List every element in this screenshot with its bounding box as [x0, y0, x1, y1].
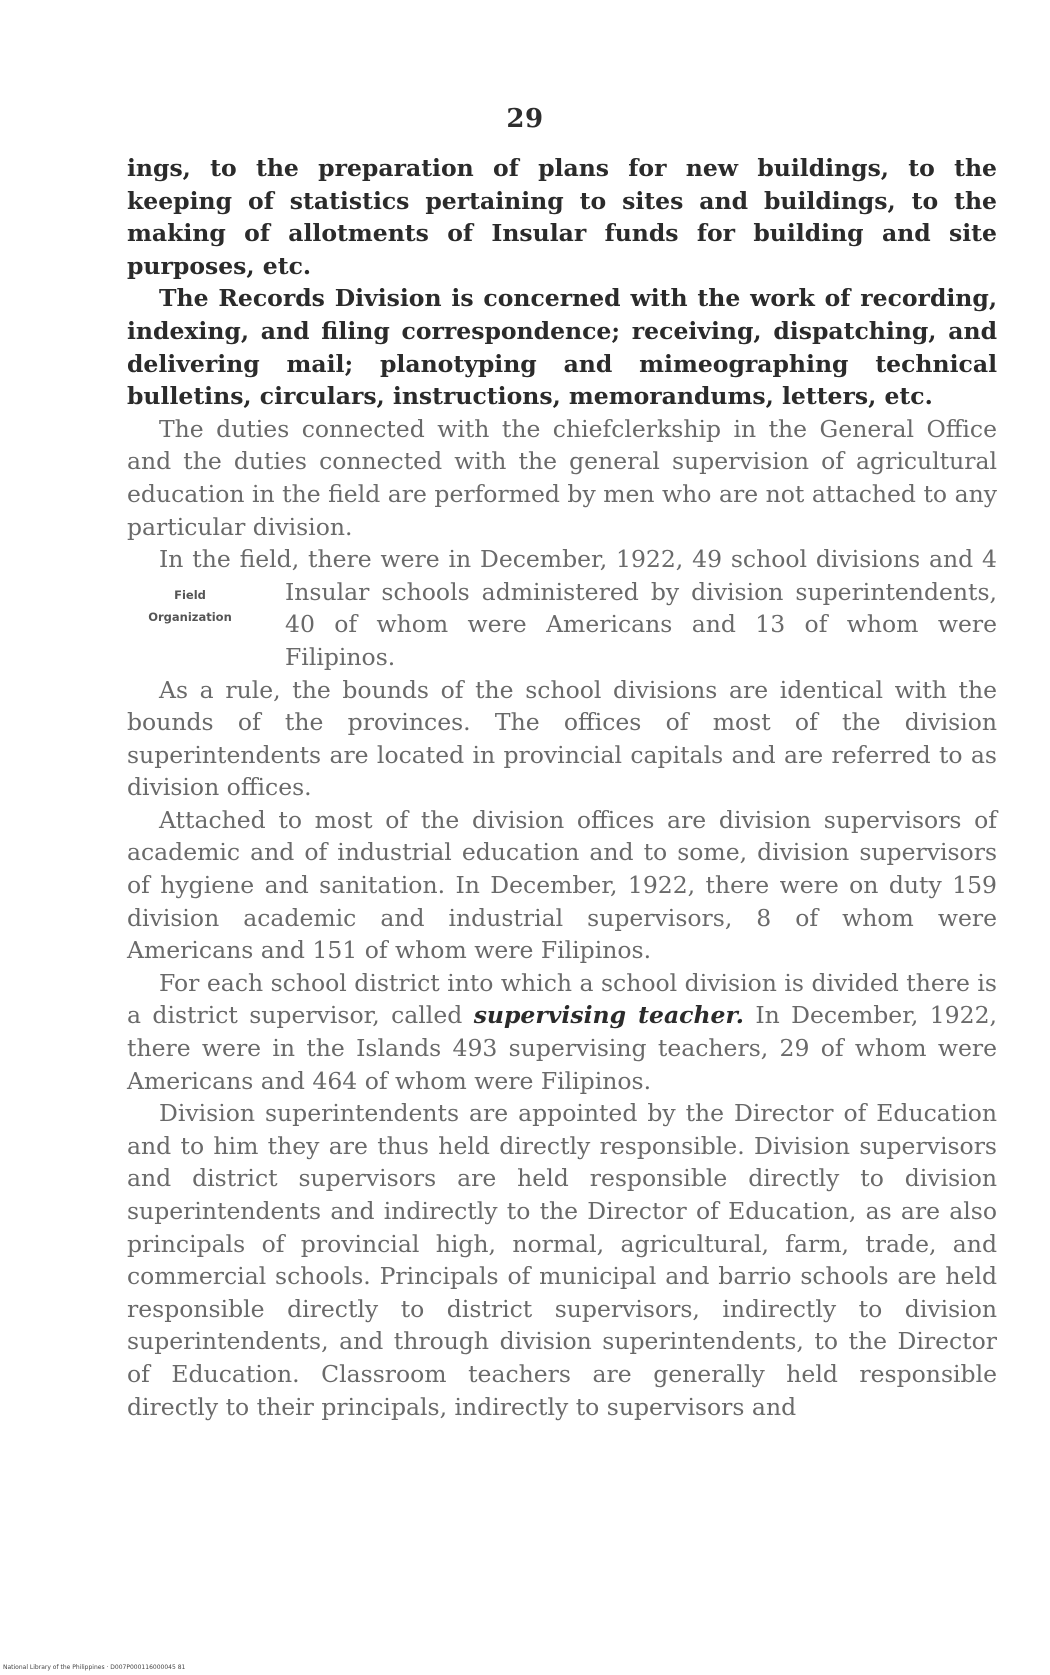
paragraph-supervising-teachers [127, 967, 997, 1097]
scan-footer: National Library of the Philippines · D007P000116000045 81 [3, 1664, 186, 1671]
paragraph-field-organization [127, 543, 997, 673]
paragraph-chiefclerkship: The duties connected with the chiefclerkship in the General Office and the duties connected with the general supervision of agricultural education in the field are performed by men who are not attached to any particular division. [127, 414, 997, 541]
field-organization-rest: and 4 Insular schools administered by division superintendents, 40 of whom were Americans and 13 of whom were Filipinos. [285, 545, 997, 671]
supervising-teacher-term: supervising teacher. [473, 1001, 744, 1030]
paragraph-buildings-continuation: ings, to the preparation of plans for new buildings, to the keeping of statistics pertaining to sites and buildings, to the making of allotments of Insular funds for building and site purposes, etc. [127, 154, 997, 280]
paragraph-records-division: The Records Division is concerned with the work of recording, indexing, and filing correspondence; receiving, dispatching, and delivering mail; planotyping and mimeographing technical bulletins, circulars, instructions, memorandums, letters, etc. [127, 284, 997, 411]
paragraph-division-supervisors: Attached to most of the division offices are division supervisors of academic and of industrial education and to some, division supervisors of hygiene and sanitation. In December, 1922, there were on duty 159 division academic and industrial supervisors, 8 of whom were Americans and 151 of whom were Filipinos. [127, 805, 997, 965]
side-note-field-organization [95, 576, 285, 649]
field-organization-first-line: In the field, there were in December, 1922, 49 school divisions [159, 545, 921, 574]
page-number: 29 [506, 104, 544, 134]
side-note-line-2: Organization [148, 609, 232, 624]
supervising-teachers-after: In December, 1922, there were in the Islands 493 supervising teachers, 29 of whom were Americans and 464 of whom were Filipinos. [127, 1001, 997, 1095]
side-note-line-1: Field [174, 587, 206, 602]
body-text [127, 152, 997, 1423]
paragraph-responsibility-chain: Division superintendents are appointed by the Director of Education and to him they are thus held directly responsible. Division supervisors and district supervisors are held responsible directly to division superintendents and indirectly to the Director of Education, as are also principals of provincial high, normal, agricultural, farm, trade, and commercial schools. Principals of municipal and barrio schools are held responsible directly to district supervisors, indirectly to division superintendents, and through division superintendents, to the Director of Education. Classroom teachers are generally held responsible directly to their principals, indirectly to supervisors and [127, 1099, 997, 1421]
supervising-teachers-before: For each school district into which a school division is divided there is a district supervisor, called [127, 968, 997, 1030]
paragraph-school-division-bounds: As a rule, the bounds of the school divisions are identical with the bounds of the provinces. The offices of most of the division superintendents are located in provincial capitals and are referred to as division offices. [127, 675, 997, 802]
